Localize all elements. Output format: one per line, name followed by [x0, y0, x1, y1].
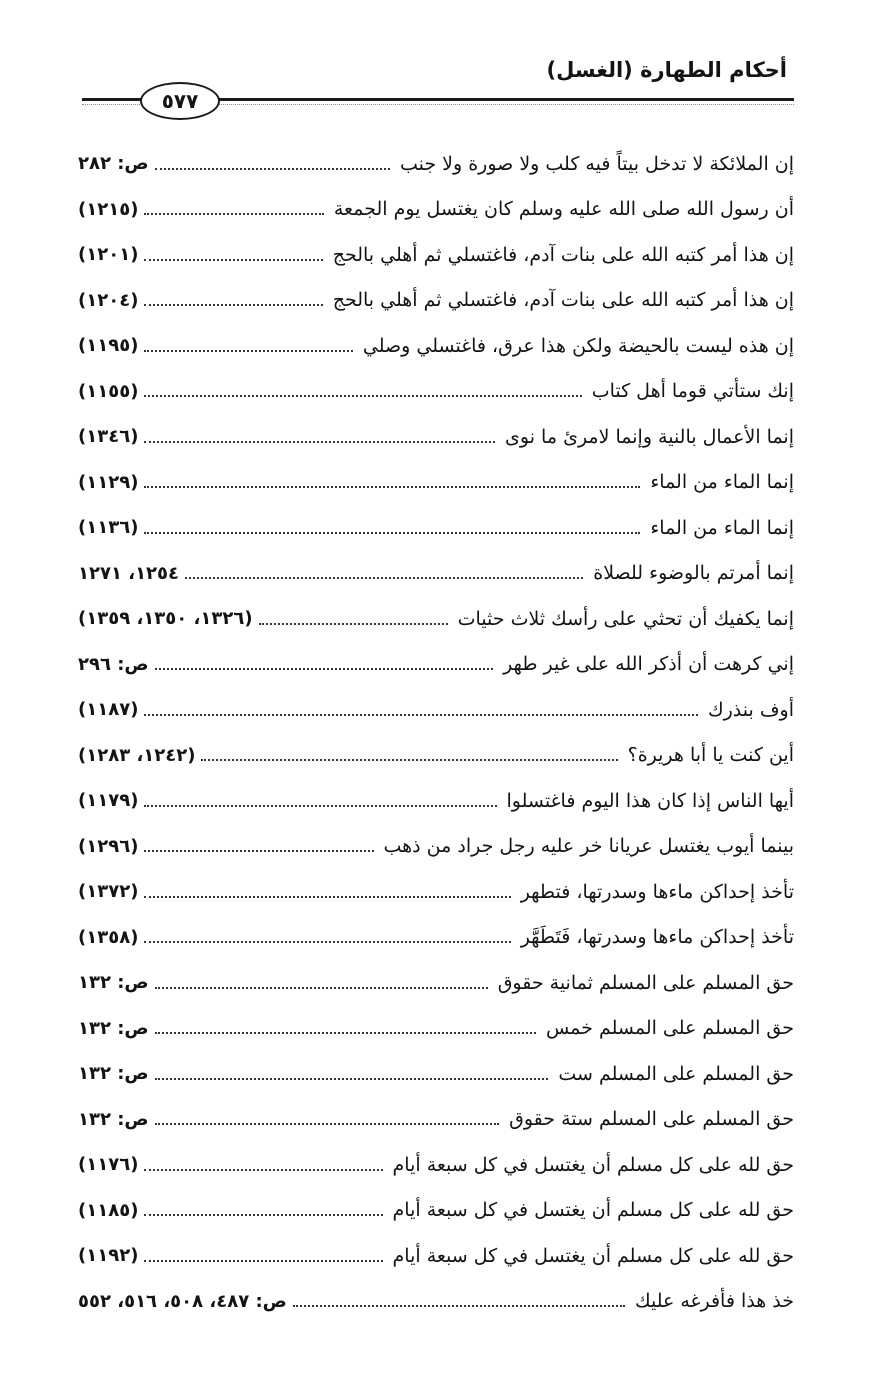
entry-reference: (١٣٥٨) [78, 926, 139, 948]
dot-leader [155, 987, 488, 989]
entry-hadith-text: حق المسلم على المسلم ستة حقوق [509, 1108, 794, 1131]
dot-leader [155, 1123, 499, 1125]
entry-reference: (١٣٧٢) [78, 881, 139, 903]
entry-hadith-text: خذ هذا فأفرغه عليك [634, 1290, 794, 1313]
entry-reference: (١١٧٦) [78, 1154, 139, 1176]
entry-reference: (١٢١٥) [78, 198, 139, 220]
entry-hadith-text: إنك ستأتي قوما أهل كتاب [591, 380, 794, 403]
entry-hadith-text: إنما الماء من الماء [650, 471, 794, 494]
index-entry [78, 1279, 794, 1325]
dot-leader [144, 1260, 382, 1262]
index-entry [78, 369, 794, 415]
entry-reference: ص: ١٣٢ [78, 1063, 149, 1085]
entry-reference: (١١٣٦) [78, 517, 139, 539]
dot-leader [155, 668, 493, 670]
index-entry [78, 687, 794, 733]
entry-reference: ص: ٤٨٧، ٥٠٨، ٥١٦، ٥٥٢ [78, 1290, 287, 1312]
dot-leader [144, 441, 495, 443]
entry-reference: (١٢٩٦) [78, 835, 139, 857]
entry-hadith-text: حق لله على كل مسلم أن يغتسل في كل سبعة أيام [392, 1199, 794, 1222]
index-entry [78, 869, 794, 915]
index-entry [78, 460, 794, 506]
entry-hadith-text: أوف بنذرك [707, 698, 794, 721]
index-entry [78, 915, 794, 961]
entry-hadith-text: إنما الماء من الماء [650, 516, 794, 539]
entry-hadith-text: إن الملائكة لا تدخل بيتاً فيه كلب ولا صورة ولا جنب [400, 152, 794, 175]
index-entry [78, 733, 794, 779]
entry-reference: (١٢٠٤) [78, 289, 139, 311]
entry-hadith-text: حق لله على كل مسلم أن يغتسل في كل سبعة أيام [392, 1153, 794, 1176]
entry-reference: ص: ١٣٢ [78, 1017, 149, 1039]
dot-leader [144, 941, 510, 943]
entry-reference: (١١٩٥) [78, 335, 139, 357]
dot-leader [144, 805, 496, 807]
index-entry [78, 551, 794, 597]
entry-hadith-text: بينما أيوب يغتسل عريانا خر عليه رجل جراد من ذهب [383, 835, 794, 858]
index-entry [78, 1233, 794, 1279]
dot-leader [144, 1214, 382, 1216]
index-entry [78, 232, 794, 278]
dot-leader [144, 213, 323, 215]
index-entry [78, 323, 794, 369]
entry-reference: (١١٩٢) [78, 1245, 139, 1267]
entry-reference: (١١٥٥) [78, 380, 139, 402]
entry-hadith-text: تأخذ إحداكن ماءها وسدرتها، فتطهر [520, 880, 794, 903]
running-header-title: أحكام الطهارة (الغسل) [546, 58, 787, 82]
dot-leader [185, 577, 583, 579]
entry-hadith-text: حق المسلم على المسلم ست [558, 1062, 794, 1085]
dot-leader [144, 259, 322, 261]
dot-leader [155, 1032, 536, 1034]
entry-reference: (١٣٤٦) [78, 426, 139, 448]
entry-reference: (١١٢٩) [78, 471, 139, 493]
entry-hadith-text: إنما يكفيك أن تحثي على رأسك ثلاث حثيات [457, 607, 794, 630]
dot-leader [144, 350, 352, 352]
index-entry [78, 1006, 794, 1052]
dot-leader [155, 1078, 549, 1080]
index-entry [78, 1051, 794, 1097]
index-entry [78, 414, 794, 460]
page-number-badge: ٥٧٧ [140, 82, 220, 120]
entry-hadith-text: أن رسول الله صلى الله عليه وسلم كان يغتسل يوم الجمعة [333, 198, 794, 221]
index-entries [78, 141, 794, 1324]
entry-hadith-text: حق لله على كل مسلم أن يغتسل في كل سبعة أيام [392, 1244, 794, 1267]
dot-leader [201, 759, 617, 761]
entry-reference: (١٣٢٦، ١٣٥٠، ١٣٥٩) [78, 608, 253, 630]
index-entry [78, 1097, 794, 1143]
index-entry [78, 824, 794, 870]
index-entry [78, 778, 794, 824]
dot-leader [155, 168, 390, 170]
index-entry [78, 596, 794, 642]
index-entry [78, 187, 794, 233]
entry-hadith-text: أيها الناس إذا كان هذا اليوم فاغتسلوا [506, 789, 794, 812]
entry-reference: (١٢٠١) [78, 244, 139, 266]
entry-hadith-text: إن هذا أمر كتبه الله على بنات آدم، فاغتسلي ثم أهلي بالحج [332, 243, 794, 266]
entry-hadith-text: إن هذه ليست بالحيضة ولكن هذا عرق، فاغتسلي وصلي [362, 334, 794, 357]
entry-reference: ص: ٢٨٢ [78, 153, 149, 175]
entry-hadith-text: إني كرهت أن أذكر الله على غير طهر [503, 653, 794, 676]
entry-reference: ١٢٥٤، ١٢٧١ [78, 562, 180, 584]
entry-reference: (١١٨٧) [78, 699, 139, 721]
dot-leader [144, 395, 581, 397]
index-entry [78, 278, 794, 324]
entry-hadith-text: إن هذا أمر كتبه الله على بنات آدم، فاغتسلي ثم أهلي بالحج [332, 289, 794, 312]
entry-hadith-text: حق المسلم على المسلم ثمانية حقوق [497, 971, 794, 994]
index-entry [78, 1142, 794, 1188]
entry-reference: ص: ٢٩٦ [78, 653, 149, 675]
entry-hadith-text: إنما أمرتم بالوضوء للصلاة [593, 562, 794, 585]
entry-reference: ص: ١٣٢ [78, 972, 149, 994]
entry-hadith-text: تأخذ إحداكن ماءها وسدرتها، فَتَطَهَّر [520, 926, 794, 949]
index-entry [78, 1188, 794, 1234]
index-entry [78, 141, 794, 187]
dot-leader [144, 896, 510, 898]
dot-leader [144, 486, 640, 488]
dot-leader [144, 714, 698, 716]
index-entry [78, 505, 794, 551]
entry-hadith-text: إنما الأعمال بالنية وإنما لامرئ ما نوى [505, 425, 794, 448]
index-entry [78, 960, 794, 1006]
entry-reference: ص: ١٣٢ [78, 1108, 149, 1130]
index-entry [78, 642, 794, 688]
dot-leader [144, 532, 640, 534]
dot-leader [144, 1169, 382, 1171]
entry-reference: (١٢٤٢، ١٢٨٣) [78, 744, 196, 766]
entry-hadith-text: حق المسلم على المسلم خمس [545, 1017, 794, 1040]
dot-leader [144, 850, 373, 852]
dot-leader [144, 304, 322, 306]
dot-leader [293, 1305, 625, 1307]
entry-reference: (١١٧٩) [78, 790, 139, 812]
entry-reference: (١١٨٥) [78, 1199, 139, 1221]
dot-leader [259, 623, 448, 625]
entry-hadith-text: أين كنت يا أبا هريرة؟ [627, 744, 794, 767]
